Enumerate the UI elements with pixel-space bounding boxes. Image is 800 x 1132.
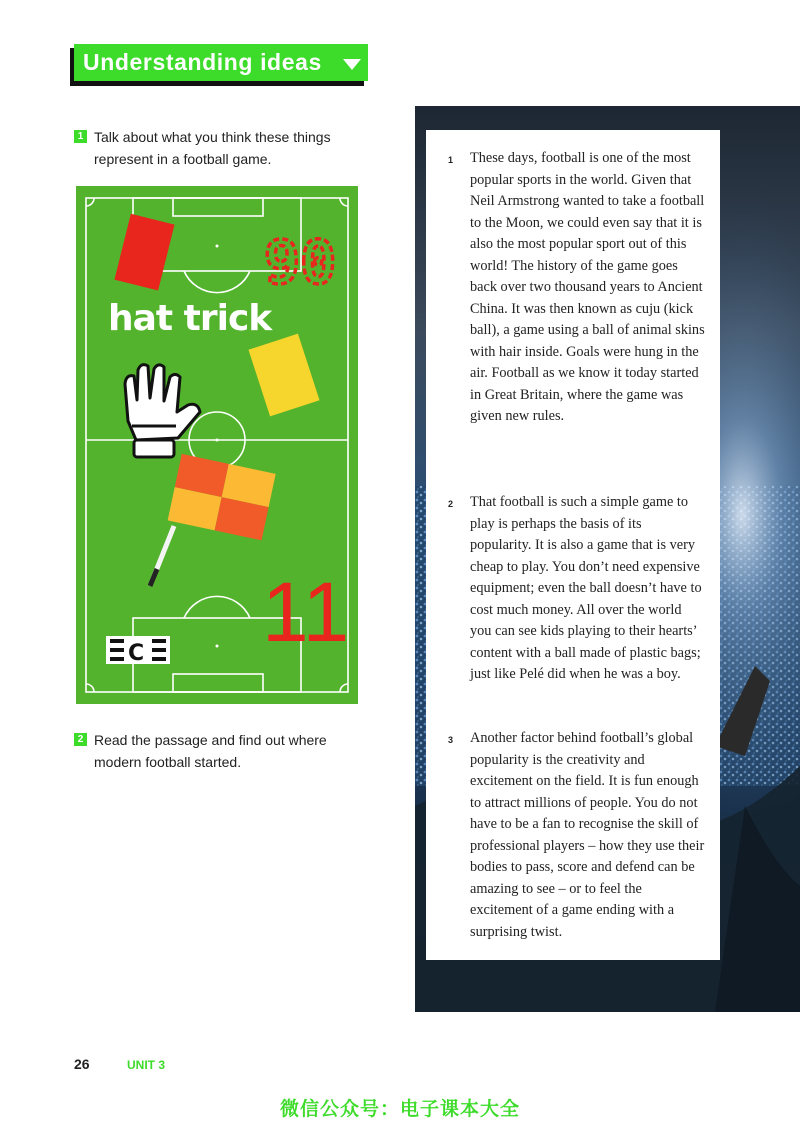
football-pitch-illustration [76,186,358,704]
section-title: Understanding ideas [83,49,322,75]
page-number: 26 [74,1056,90,1072]
section-header [70,44,368,85]
captain-band-letter: C [128,641,145,666]
score-top: 90 [264,228,337,298]
passage-paragraph-1 [450,148,706,428]
unit-label: UNIT 3 [127,1058,166,1072]
passage-paragraph-3 [450,728,706,943]
hat-trick-label: hat trick [108,298,272,339]
task-2 [74,729,374,773]
paragraph-text: Another factor behind football’s global popularity is the creativity and excitement on the field. It is fun enough to attract millions of people. You do not have to be a fan to recognise the skill of professional players – how they use their bodies to pass, score and defend can be amazing to see – or to feel the excitement of a game ending with a surprising twist. [470,730,705,940]
paragraph-number: 1 [448,155,454,165]
red-card-icon [114,214,174,291]
paragraph-text: That football is such a simple game to play is perhaps the basis of its popularity. It is also a game that is very cheap to play. You don’t need expensive equipment; even the ball doesn’t have to cost much money. All over the world you can see kids playing to their hearts’ content with a ball made of plastic bags; just like Pelé did when he was a boy. [470,494,702,682]
corner-flag-icon [150,454,276,586]
reading-passage [426,130,720,960]
player-number: 11 [262,565,350,659]
pitch-drawing [76,186,358,704]
task-1 [74,126,374,170]
paragraph-text: These days, football is one of the most popular sports in the world. Given that Neil Armstrong wanted to take a football to the Moon, we could even say that it is also the most popular sport out of this world! The history of the game goes back over two thousand years to Ancient China. It was then known as cuju (kick ball), a game using a ball of animal skins with hair inside. Goals were hung in the air. Football as we know it today started in Great Britain, where the game was given new rules. [470,150,705,424]
yellow-card-icon [248,334,319,417]
passage-paragraph-2 [450,492,706,686]
paragraph-number: 3 [448,735,454,745]
task-number-badge: 1 [74,130,87,143]
task-text: Talk about what you think these things represent in a football game. [94,129,331,167]
paragraph-number: 2 [448,499,454,509]
section-header-bar [74,44,368,81]
wechat-watermark: 微信公众号：电子课本大全 [279,1099,520,1120]
triangle-down-icon [342,57,362,71]
captain-armband-icon [106,636,170,666]
task-text: Read the passage and find out where modern football started. [94,732,327,770]
task-number-badge: 2 [74,733,87,746]
